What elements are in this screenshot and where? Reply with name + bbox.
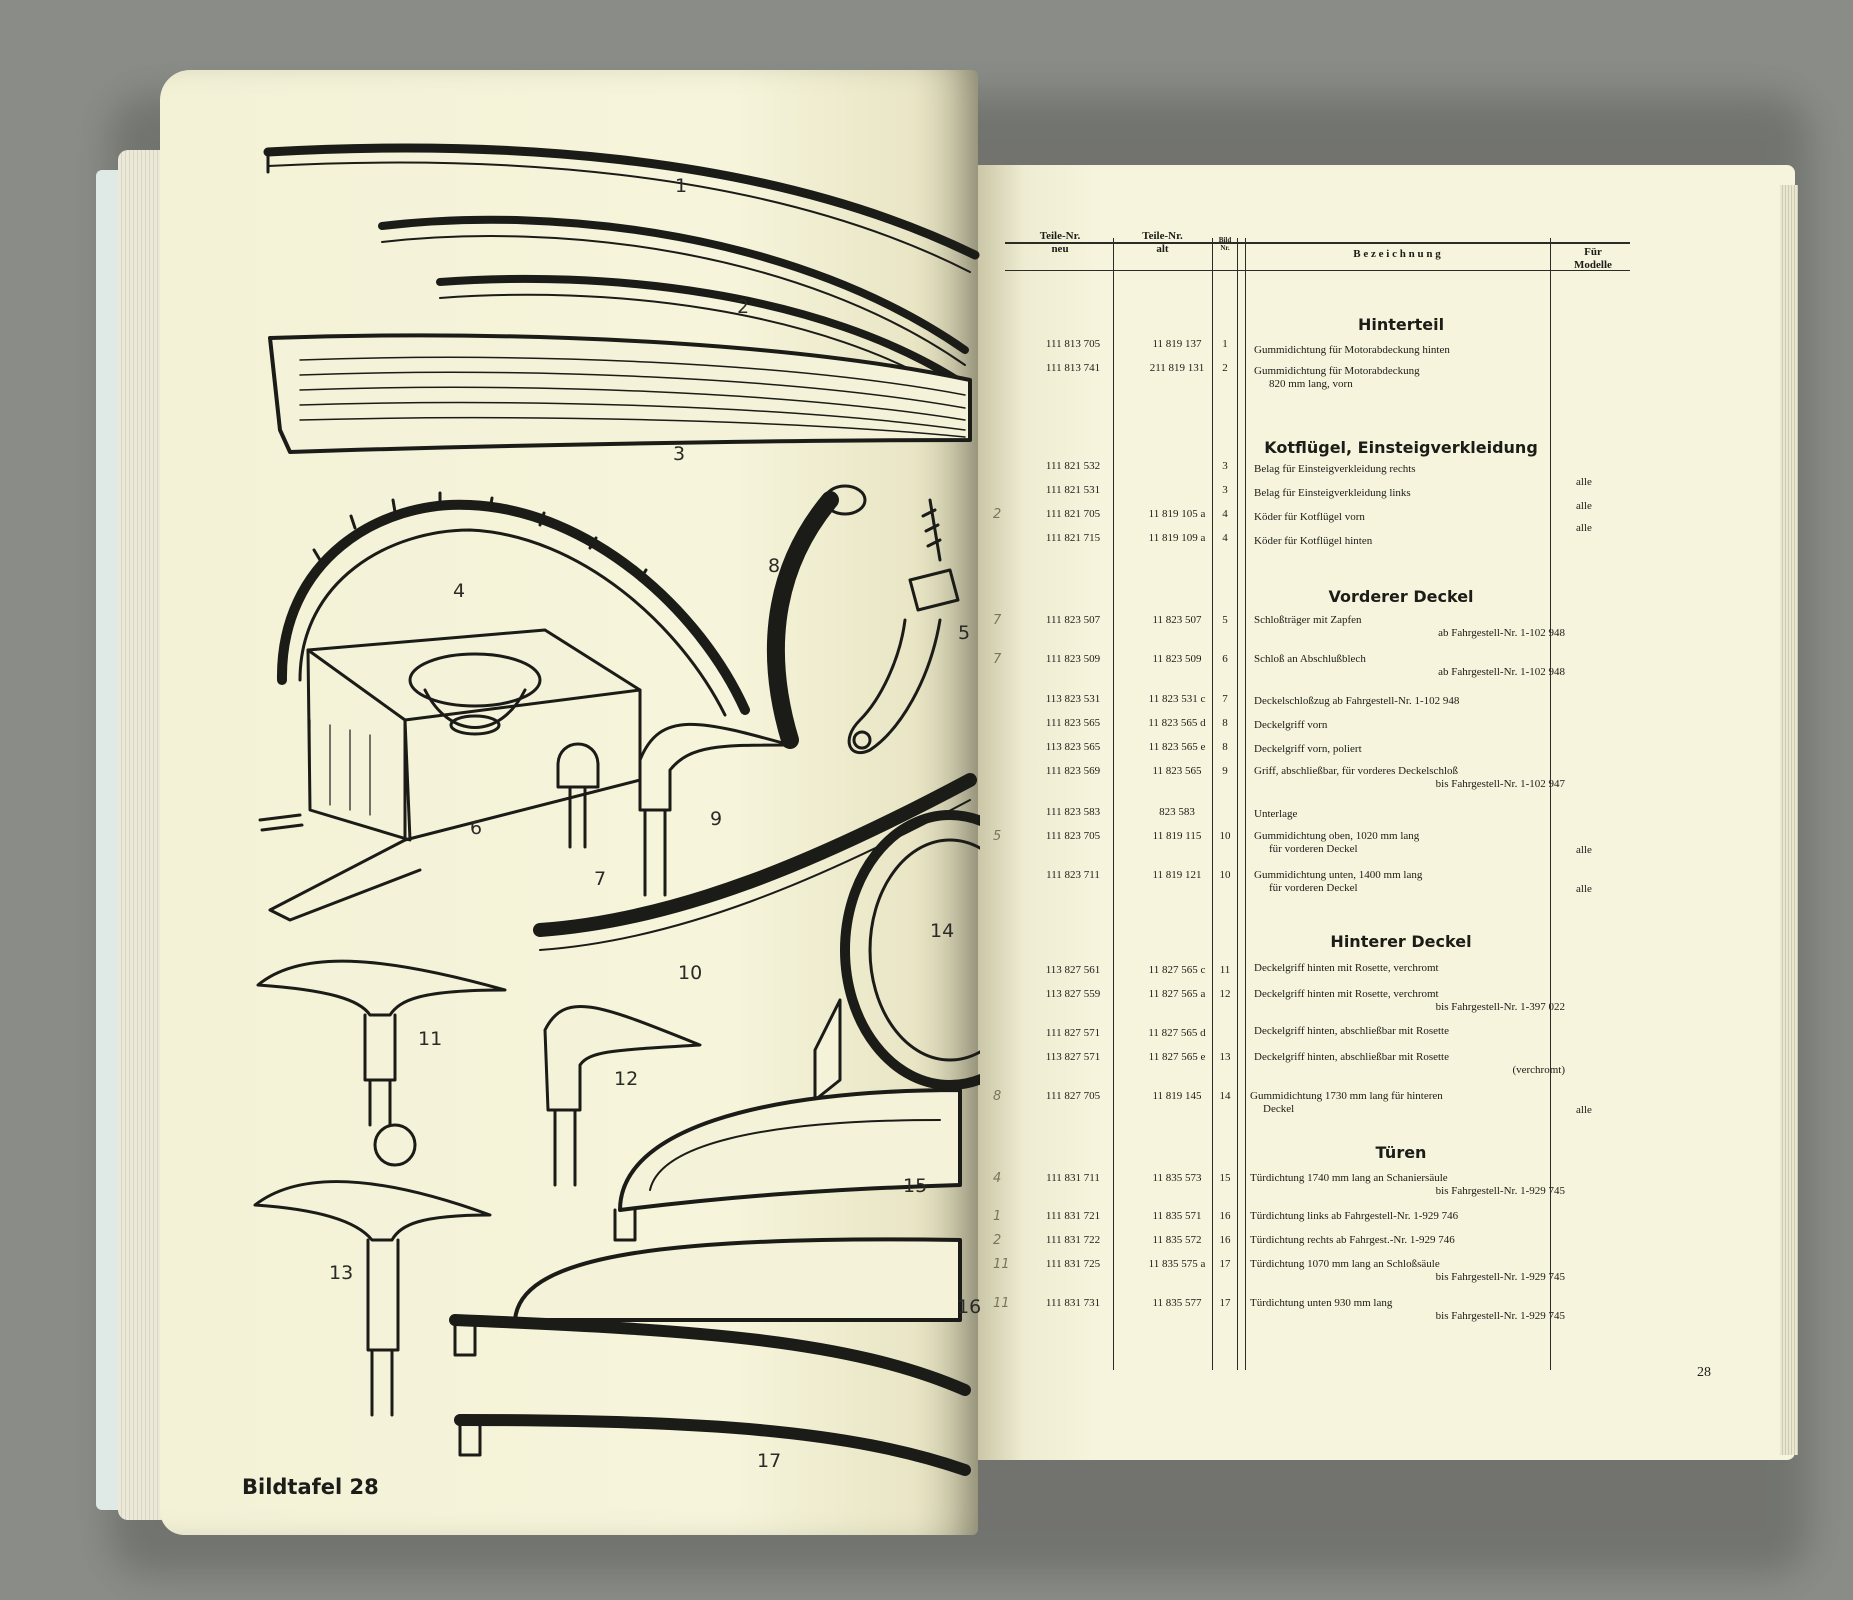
part-7-9-handles bbox=[558, 724, 790, 895]
right-page-stack bbox=[1780, 185, 1798, 1455]
figure-label-17: 17 bbox=[757, 1450, 782, 1472]
part-6-lock-plate bbox=[260, 630, 640, 920]
figure-label-3: 3 bbox=[673, 443, 686, 465]
figure-label-9: 9 bbox=[710, 808, 723, 830]
section-tueren: Türen bbox=[1375, 1143, 1427, 1162]
part-15-door-seal bbox=[615, 1090, 960, 1240]
part-3-ribbed-panel bbox=[270, 335, 970, 452]
figure-label-4: 4 bbox=[453, 580, 466, 602]
part-1-seal-strip bbox=[268, 148, 975, 272]
header-teile-nr-alt: Teile-Nr. alt bbox=[1142, 230, 1183, 255]
parts-table: Teile-Nr. neu Teile-Nr. alt Bild Nr. B e z e i c h n u n g Für Modelle Hinterteil Kotflügel, Einsteigverkleidung Vorderer Deckel Hinterer Deckel Türen 111 813 705 11 819 137 1 Gummidichtung für Motorabdeckung hinten 111 813 741 211 819 131 2 Gummidichtung für Motorabdeckung 820 mm lang, vorn 111 821 532 3 Belag für Einsteigverkleidung rechts 111 821 531 3 Belag für Einsteigverkleidung links alle 2 111 821 705 11 819 105 a 4 Köder für Kotflügel vorn alle 111 821 715 11 819 109 a 4 Köder für Kotflügel hinten alle 7 111 823 507 11 823 507 5 Schloßträger mit Zapfen ab Fahrgestell-Nr. 1-102 948 7 111 823 509 11 823 509 6 Schloß an Abschlußblech ab Fahrgestell-Nr. 1-102 948 113 823 531 11 823 531 c 7 Deckelschloßzug ab Fahrgestell-Nr. 1-102 948 111 823 565 11 823 565 d 8 Deckelgriff vorn 113 823 565 11 823 565 e 8 Deckelgriff vorn, poliert 111 823 569 11 823 565 9 Griff, abschließbar, für vorderes Deckelschloß bis Fahrgestell-Nr. 1-102 947 111 823 583 823 583 Unterlage 5 111 823 705 11 819 115 10 Gummidichtung oben, 1020 mm lang für vorderen Deckel alle 111 823 711 11 819 121 10 Gummidichtung unten, 1400 mm lang für vorderen Deckel alle 113 827 561 11 827 565 c 11 Deckelgriff hinten mit Rosette, verchromt 113 827 559 11 827 565 a 12 Deckelgriff hinten mit Rosette, verchromt bis Fahrgestell-Nr. 1-397 022 111 827 571 11 827 565 d Deckelgriff hinten, abschließbar mit Rosette 113 827 571 11 827 565 e 13 Deckelgriff hinten, abschließbar mit Rosette (verchromt) 8 111 827 705 11 819 145 14 Gummidichtung 1730 mm lang für hinteren Deckel alle 4 111 831 711 11 835 573 15 Türdichtung 1740 mm lang an Schaniersäule bis Fahrgestell-Nr. 1-929 745 1 111 831 721 11 835 571 16 Türdichtung links ab Fahrgestell-Nr. 1-929 746 2 111 831 722 11 835 572 16 Türdichtung rechts ab Fahrgest.-Nr. 1-929 746 11 111 831 725 11 835 575 a 17 Türdichtung 1070 mm lang an Schloßsäule bis Fahrgestell-Nr. 1-929 745 11 111 831 731 11 835 577 17 Türdichtung unten 930 mm lang bis Fahrgestell-Nr. 1-929 745 bbox=[1005, 230, 1635, 1370]
section-hinterer-deckel: Hinterer Deckel bbox=[1330, 932, 1472, 951]
column-rule bbox=[1245, 238, 1246, 1370]
figure-label-5: 5 bbox=[958, 622, 971, 644]
part-13-t-handle-ring bbox=[255, 1125, 490, 1415]
column-rule bbox=[1550, 238, 1551, 1370]
section-vorderer-deckel: Vorderer Deckel bbox=[1328, 587, 1474, 606]
part-10-hood-seal bbox=[540, 780, 970, 950]
section-kotfluegel: Kotflügel, Einsteigverkleidung bbox=[1264, 438, 1538, 457]
header-bezeichnung: B e z e i c h n u n g bbox=[1353, 248, 1441, 260]
part-14-ring-seal bbox=[815, 815, 980, 1100]
column-rule bbox=[1212, 238, 1213, 1370]
column-rule bbox=[1237, 238, 1238, 1370]
figure-label-15: 15 bbox=[903, 1175, 928, 1197]
page-number: 28 bbox=[1697, 1365, 1711, 1380]
table-header-rule bbox=[1005, 270, 1630, 271]
figure-label-2: 2 bbox=[737, 296, 750, 318]
header-bild-nr: Bild Nr. bbox=[1218, 236, 1232, 252]
figure-label-13: 13 bbox=[329, 1262, 354, 1284]
figure-label-11: 11 bbox=[418, 1028, 443, 1050]
figure-label-8: 8 bbox=[768, 555, 781, 577]
part-5-bracket bbox=[849, 500, 958, 753]
figure-label-7: 7 bbox=[594, 868, 607, 890]
figure-label-1: 1 bbox=[675, 175, 688, 197]
figure-label-14: 14 bbox=[930, 920, 955, 942]
figure-label-12: 12 bbox=[614, 1068, 639, 1090]
header-teile-nr-neu: Teile-Nr. neu bbox=[1039, 230, 1081, 255]
plate-title: Bildtafel 28 bbox=[242, 1475, 379, 1499]
part-16-17-long-seals bbox=[455, 1239, 965, 1470]
figure-label-10: 10 bbox=[678, 962, 703, 984]
column-rule bbox=[1113, 238, 1114, 1370]
header-fuer-modelle: Für Modelle bbox=[1574, 246, 1612, 271]
part-8-hood-handle bbox=[776, 486, 865, 740]
figure-label-16: 16 bbox=[957, 1296, 982, 1318]
part-11-t-handle bbox=[258, 961, 505, 1125]
section-hinterteil: Hinterteil bbox=[1357, 315, 1445, 334]
figure-label-6: 6 bbox=[470, 817, 483, 839]
